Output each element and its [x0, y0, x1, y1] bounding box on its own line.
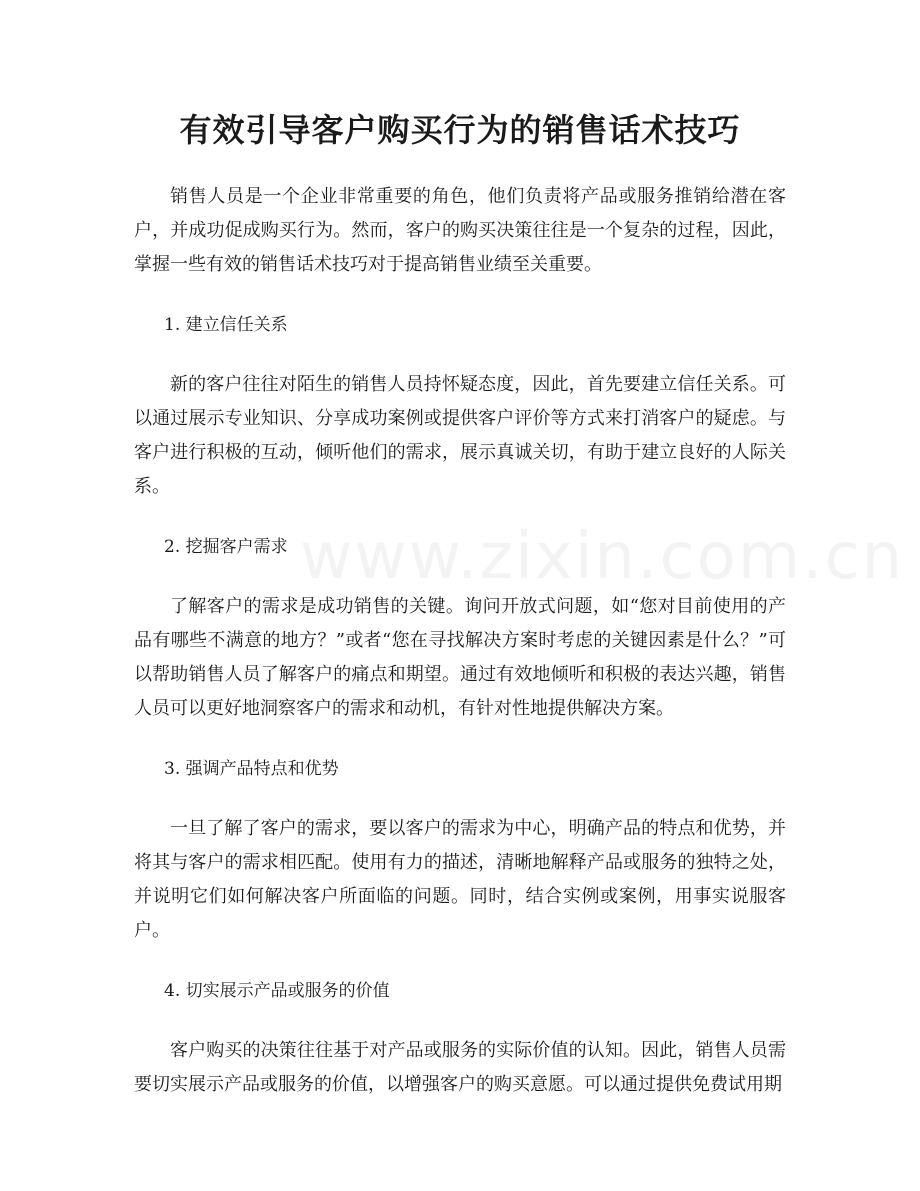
section-body-1: 新的客户往往对陌生的销售人员持怀疑态度，因此，首先要建立信任关系。可以通过展示专业知识、分享成功案例或提供客户评价等方式来打消客户的疑虑。与客户进行积极的互动，倾听他们的需求，展示真诚关切，有助于建立良好的人际关系。: [134, 374, 786, 497]
section-heading-4: 4. 切实展示产品或服务的价值: [164, 981, 390, 1001]
section-body-2: 了解客户的需求是成功销售的关键。询问开放式问题，如“您对目前使用的产品有哪些不满意的地方？”或者“您在寻找解决方案时考虑的关键因素是什么？”可以帮助销售人员了解客户的痛点和期望。通过有效地倾听和积极的表达兴趣，销售人员可以更好地洞察客户的需求和动机，有针对性地提供解决方案。: [134, 596, 786, 719]
section-body-3: 一旦了解了客户的需求，要以客户的需求为中心，明确产品的特点和优势，并将其与客户的需求相匹配。使用有力的描述，清晰地解释产品或服务的独特之处，并说明它们如何解决客户所面临的问题。同时，结合实例或案例，用事实说服客户。: [134, 818, 786, 941]
section-heading-1: 1. 建立信任关系: [164, 315, 288, 335]
watermark: www.zixin.com.cn: [300, 520, 905, 594]
section-heading-3: 3. 强调产品特点和优势: [164, 759, 339, 779]
intro-paragraph: 销售人员是一个企业非常重要的角色，他们负责将产品或服务推销给潜在客户，并成功促成购买行为。然而，客户的购买决策往往是一个复杂的过程，因此，掌握一些有效的销售话术技巧对于提高销售业绩至关重要。: [134, 186, 786, 275]
section-heading-2: 2. 挖掘客户需求: [164, 537, 288, 557]
document-body: [134, 180, 786, 1128]
document-title: 有效引导客户购买行为的销售话术技巧: [179, 111, 741, 149]
section-body-4: 客户购买的决策往往基于对产品或服务的实际价值的认知。因此，销售人员需要切实展示产品或服务的价值，以增强客户的购买意愿。可以通过提供免费试用期: [134, 1040, 786, 1095]
